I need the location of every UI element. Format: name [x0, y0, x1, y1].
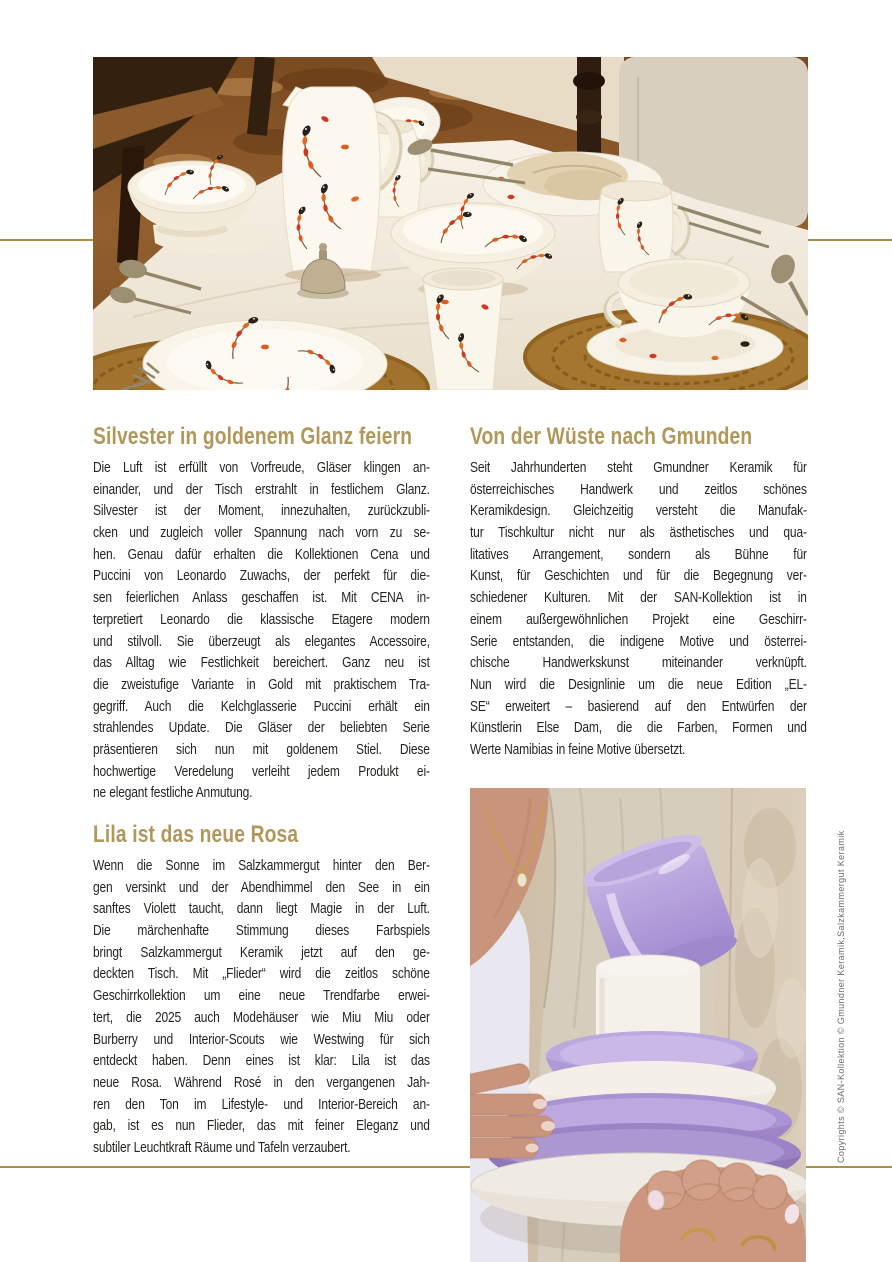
- article-body-silvester: [93, 457, 430, 804]
- text-line: österreichisches Handwerk und zeitlos schönes: [470, 480, 807, 498]
- text-line: Künstlerin Else Dam, die die Farben, Formen und: [470, 719, 807, 737]
- text-line: die zweistufige Variante in Gold mit praktischem Tra-: [93, 675, 430, 693]
- text-line: SE“ erweitert – basierend auf den Entwürfen der: [470, 697, 807, 715]
- text-line: strahlendes Update. Die Gläser der beliebten Serie: [93, 719, 430, 737]
- text-line: Werte Namibias in feine Motive übersetzt.: [470, 740, 686, 758]
- pattern-beaker: [423, 268, 503, 390]
- photo-copyright-credit: Copyrights © SAN-Kollektion © Gmundner Keramik,Salzkammergut Keramik: [836, 830, 846, 1163]
- text-line: gen versinkt und der Abendhimmel den See in ein: [93, 878, 430, 896]
- article-body-lila: [93, 855, 430, 1159]
- article-body-wueste: [470, 457, 807, 761]
- text-line: entdeckt haben. Denn eines ist klar: Lila ist das: [93, 1052, 430, 1070]
- text-line: Keramikdesign. Gleichzeitig versteht die Manufak-: [470, 502, 807, 520]
- text-line: Silvester ist der Moment, innezuhalten, zurückzubli-: [93, 502, 430, 520]
- text-line: einander, und der Tisch erstrahlt in festlichem Glanz.: [93, 480, 430, 498]
- table-setting-photo: [93, 57, 808, 390]
- text-line: litatives Arrangement, sondern als Bühne für: [470, 545, 807, 563]
- text-line: Wenn die Sonne im Salzkammergut hinter den Ber-: [93, 857, 430, 874]
- article-column-left: [93, 422, 430, 1159]
- text-line: hen. Genau dafür erhalten die Kollektionen Cena und: [93, 545, 430, 563]
- lilac-ceramics-photo: [470, 788, 806, 1262]
- text-line: Burberry und Interior-Scouts wie Westwing für sich: [93, 1030, 430, 1048]
- text-line: präsentieren sich nun mit goldenem Stiel. Diese: [93, 740, 430, 758]
- text-line: Kunst, für Geschichten und für die Begegnung ver-: [470, 567, 807, 585]
- text-line: bringt Salzkammergut Keramik jetzt auf den ge-: [93, 943, 430, 961]
- text-line: terpretiert Leonardo die klassische Etagere modern: [93, 610, 430, 628]
- article-heading-wueste: Von der Wüste nach Gmunden: [470, 423, 753, 450]
- text-line: ne elegant festliche Anmutung.: [93, 784, 253, 802]
- text-line: neue Rosa. Während Rosé in den vergangenen Jah-: [93, 1073, 430, 1091]
- text-line: subtiler Leuchtkraft Räume und Tafeln verzaubert.: [93, 1138, 351, 1156]
- article-heading-lila: Lila ist das neue Rosa: [93, 821, 299, 848]
- text-line: hochwertige Veredelung verleiht jedem Produkt ei-: [93, 762, 430, 780]
- article-column-right: [470, 422, 807, 761]
- text-line: Seit Jahrhunderten steht Gmundner Keramik für: [470, 459, 807, 476]
- text-line: Nun wird die Designlinie um die neue Edition „EL-: [470, 675, 807, 693]
- text-line: ren den Ton im Lifestyle- und Interior-Bereich an-: [93, 1095, 430, 1113]
- text-line: Serie entstanden, die indigene Motive und österrei-: [470, 632, 807, 650]
- text-line: sanftes Violett taucht, dann liegt Magie in der Luft.: [93, 900, 430, 918]
- text-line: Geschirrkollektion um eine neue Trendfarbe erwei-: [93, 987, 430, 1005]
- text-line: tur Tischkultur nicht nur als ästhetisches und qua-: [470, 524, 807, 542]
- text-line: chische Handwerkskunst miteinander verknüpft.: [470, 654, 807, 672]
- text-line: schiedener Kulturen. Mit der SAN-Kollektion ist in: [470, 589, 807, 607]
- text-line: deckten Tisch. Mit „Flieder“ wird die zeitlos schöne: [93, 965, 430, 983]
- text-line: einem außergewöhnlichen Projekt eine Geschirr-: [470, 610, 807, 628]
- text-line: sen feierlichen Anlass geschaffen ist. Mit CENA in-: [93, 589, 430, 607]
- text-line: Die Luft ist erfüllt von Vorfreude, Gläser klingen an-: [93, 459, 430, 476]
- text-line: gegriff. Auch die Kelchglasserie Puccini erhält ein: [93, 697, 430, 715]
- text-line: gab, ist es nun Flieder, das mit feiner Eleganz und: [93, 1117, 430, 1135]
- article-heading-silvester: Silvester in goldenem Glanz feiern: [93, 423, 413, 450]
- lilac-ceramics-illustration: [470, 788, 806, 1262]
- table-setting-illustration: [93, 57, 808, 390]
- text-line: tert, die 2025 auch Modehäuser wie Miu Miu oder: [93, 1008, 430, 1026]
- text-line: und stilvoll. Sie überzeugt als elegantes Accessoire,: [93, 632, 430, 650]
- text-line: cken und zugleich voller Spannung nach vorn zu se-: [93, 524, 430, 542]
- text-line: Puccini von Leonardo Zuwachs, der perfekt für die-: [93, 567, 430, 585]
- text-line: das Alltag wie Festlichkeit bereichert. Ganz neu ist: [93, 654, 430, 672]
- text-line: Die märchenhafte Stimmung dieses Farbspiels: [93, 922, 430, 940]
